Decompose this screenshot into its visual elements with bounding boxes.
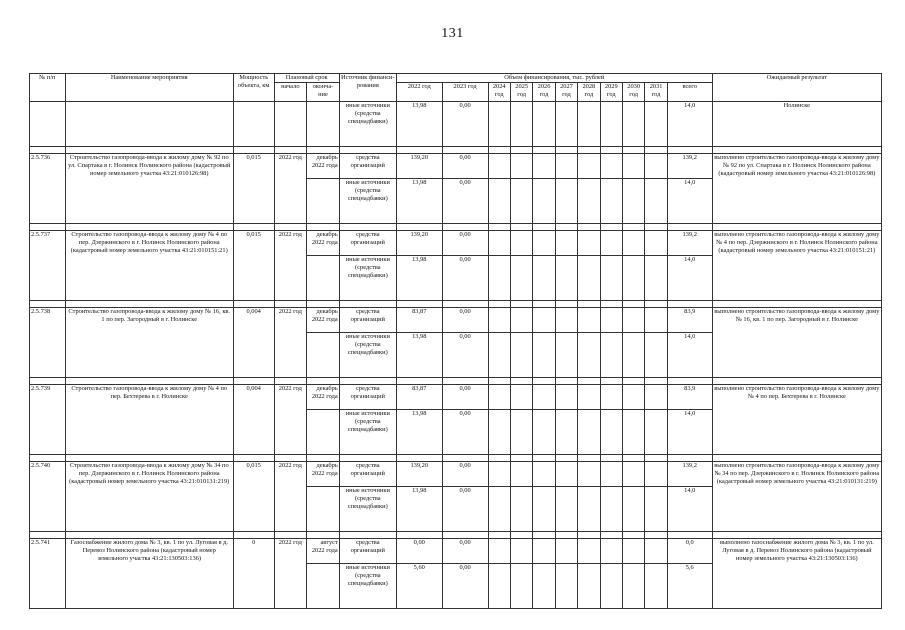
header-year-2026: 2026 год — [533, 83, 555, 102]
table-row — [30, 231, 882, 256]
event-name: Строительство газопровода-ввода к жилому дому № 4 по пер. Дзержинского в г. Нолинск Нолинского района (кадастровый номер земельного участка 43:21:010151:21) — [65, 231, 233, 301]
value-total: 14,0 — [667, 333, 712, 378]
value-2023: 0,00 — [442, 539, 488, 564]
value-total: 139,2 — [667, 231, 712, 256]
value-2022: 13,98 — [396, 179, 442, 224]
start-date: 2022 год — [274, 385, 307, 455]
header-funding: Объем финансирования, тыс. рублей — [396, 74, 712, 83]
header-name: Наименование мероприятия — [65, 74, 233, 102]
source-cell: средства организаций — [339, 462, 396, 487]
value-total: 14,0 — [667, 256, 712, 301]
row-number: 2.5.738 — [30, 308, 66, 378]
header-year-2024: 2024 год — [488, 83, 510, 102]
value-2022: 13,98 — [396, 333, 442, 378]
source-cell: средства организаций — [339, 539, 396, 564]
end-date: декабрь 2022 года — [307, 462, 340, 487]
table-row-continued — [30, 102, 882, 147]
table-row — [30, 154, 882, 179]
start-date: 2022 год — [274, 154, 307, 224]
header-year-2022: 2022 год — [396, 83, 442, 102]
table-row — [30, 462, 882, 487]
power-value: 0,015 — [233, 154, 274, 224]
value-total: 14,0 — [667, 410, 712, 455]
start-date: 2022 год — [274, 539, 307, 609]
value-total: 139,2 — [667, 462, 712, 487]
value-2022: 13,98 — [396, 487, 442, 532]
header-year-2028: 2028 год — [578, 83, 600, 102]
value-2023: 0,00 — [442, 385, 488, 410]
power-value: 0,015 — [233, 231, 274, 301]
source-cell: иные источники (средства спецнадбавки) — [339, 564, 396, 609]
value-2022: 13,98 — [396, 410, 442, 455]
header-year-2029: 2029 год — [600, 83, 622, 102]
source-cell: иные источники (средства спецнадбавки) — [339, 487, 396, 532]
result-cell: Нолинске — [712, 102, 881, 147]
table-header — [30, 74, 882, 102]
row-gap — [30, 147, 882, 154]
value-2022: 139,20 — [396, 231, 442, 256]
result-cell: выполнено строительство газопровода-ввода к жилому дому № 16, кв. 1 по пер. Загородный в г. Нолинске — [712, 308, 881, 378]
header-year-2027: 2027 год — [555, 83, 577, 102]
event-name: Строительство газопровода-ввода к жилому дому № 16, кв. 1 по пер. Загородный в г. Нолинске — [65, 308, 233, 378]
result-cell: выполнено газоснабжение жилого дома № 3, кв. 1 по ул. Луговая в д. Перевоз Нолинского района (кадастровый номер земельного участка 43:21:130503:136) — [712, 539, 881, 609]
value-2022: 0,00 — [396, 539, 442, 564]
end-date: август 2022 года — [307, 539, 340, 564]
row-gap — [30, 378, 882, 385]
source-cell: средства организаций — [339, 385, 396, 410]
header-result: Ожидаемый результат — [712, 74, 881, 102]
end-date: декабрь 2022 года — [307, 308, 340, 333]
header-period: Плановый срок — [274, 74, 339, 83]
row-gap — [30, 455, 882, 462]
row-number: 2.5.737 — [30, 231, 66, 301]
row-gap — [30, 532, 882, 539]
value-2023: 0,00 — [442, 308, 488, 333]
source-cell: средства организаций — [339, 154, 396, 179]
value-2022: 139,20 — [396, 154, 442, 179]
source-cell: иные источники (средства спецнадбавки) — [339, 410, 396, 455]
header-year-2023: 2023 год — [442, 83, 488, 102]
power-value: 0 — [233, 539, 274, 609]
header-num: № п/п — [30, 74, 66, 102]
event-name: Газоснабжение жилого дома № 3, кв. 1 по ул. Луговая в д. Перевоз Нолинского района (кадастровый номер земельного участка 43:21:130503:136) — [65, 539, 233, 609]
value-total: 14,0 — [667, 487, 712, 532]
table-row — [30, 539, 882, 564]
value-2023: 0,00 — [442, 333, 488, 378]
event-name: Строительство газопровода-ввода к жилому дому № 34 по пер. Дзержинского в г. Нолинск Нолинского района (кадастровый номер земельного участка 43:21:010131:219) — [65, 462, 233, 532]
row-number: 2.5.740 — [30, 462, 66, 532]
result-cell: выполнено строительство газопровода-ввода к жилому дому № 92 по ул. Спартака в г. Нолинск Нолинского района (кадастровый номер земельного участка 43:21:010126:98) — [712, 154, 881, 224]
power-value: 0,004 — [233, 385, 274, 455]
start-date: 2022 год — [274, 462, 307, 532]
value-2022: 13,98 — [396, 256, 442, 301]
header-total: всего — [667, 83, 712, 102]
header-start: начало — [274, 83, 307, 102]
header-power: Мощность объекта, км — [233, 74, 274, 102]
value-2022: 13,98 — [396, 102, 442, 147]
table-row — [30, 385, 882, 410]
event-name: Строительство газопровода-ввода к жилому дому № 4 по пер. Бехтерева в г. Нолинске — [65, 385, 233, 455]
value-2023: 0,00 — [442, 564, 488, 609]
value-total: 14,0 — [667, 179, 712, 224]
value-2023: 0,00 — [442, 154, 488, 179]
source-cell: средства организаций — [339, 231, 396, 256]
power-value: 0,015 — [233, 462, 274, 532]
table-body — [30, 102, 882, 609]
header-year-2025: 2025 год — [510, 83, 532, 102]
header-year-2031: 2031 год — [645, 83, 667, 102]
end-date: декабрь 2022 года — [307, 154, 340, 179]
row-number: 2.5.736 — [30, 154, 66, 224]
end-date: декабрь 2022 года — [307, 231, 340, 256]
value-total: 83,9 — [667, 385, 712, 410]
row-gap — [30, 301, 882, 308]
value-total: 139,2 — [667, 154, 712, 179]
value-2023: 0,00 — [442, 179, 488, 224]
page-number: 131 — [441, 26, 464, 41]
source-cell: иные источники (средства спецнадбавки) — [339, 256, 396, 301]
source-cell: иные источники (средства спецнадбавки) — [339, 102, 396, 147]
header-end: оконча-ние — [307, 83, 340, 102]
value-2023: 0,00 — [442, 102, 488, 147]
source-cell: иные источники (средства спецнадбавки) — [339, 179, 396, 224]
header-source: Источник финанси-рования — [339, 74, 396, 102]
start-date: 2022 год — [274, 308, 307, 378]
value-2022: 83,87 — [396, 385, 442, 410]
value-2023: 0,00 — [442, 256, 488, 301]
value-2023: 0,00 — [442, 231, 488, 256]
table-row — [30, 308, 882, 333]
value-2022: 5,60 — [396, 564, 442, 609]
value-2023: 0,00 — [442, 462, 488, 487]
value-total: 0,0 — [667, 539, 712, 564]
value-2023: 0,00 — [442, 410, 488, 455]
value-2022: 139,20 — [396, 462, 442, 487]
start-date: 2022 год — [274, 231, 307, 301]
value-2023: 0,00 — [442, 487, 488, 532]
event-name: Строительство газопровода-ввода к жилому дому № 92 по ул. Спартака в г. Нолинск Нолинского района (кадастровый номер земельного участка 43:21:010126:98) — [65, 154, 233, 224]
power-value: 0,004 — [233, 308, 274, 378]
result-cell: выполнено строительство газопровода-ввода к жилому дому № 34 по пер. Дзержинского в г. Нолинск Нолинского района (кадастровый номер земельного участка 43:21:010131:219) — [712, 462, 881, 532]
source-cell: средства организаций — [339, 308, 396, 333]
row-gap — [30, 224, 882, 231]
end-date: декабрь 2022 года — [307, 385, 340, 410]
value-total: 14,0 — [667, 102, 712, 147]
value-total: 5,6 — [667, 564, 712, 609]
source-cell: иные источники (средства спецнадбавки) — [339, 333, 396, 378]
value-2022: 83,87 — [396, 308, 442, 333]
row-number: 2.5.741 — [30, 539, 66, 609]
value-total: 83,9 — [667, 308, 712, 333]
financing-table — [29, 73, 882, 609]
header-year-2030: 2030 год — [622, 83, 644, 102]
result-cell: выполнено строительство газопровода-ввода к жилому дому № 4 по пер. Дзержинского в г. Нолинск Нолинского района (кадастровый номер земельного участка 43:21:010151:21) — [712, 231, 881, 301]
result-cell: выполнено строительство газопровода-ввода к жилому дому № 4 по пер. Бехтерева в г. Нолинске — [712, 385, 881, 455]
row-number: 2.5.739 — [30, 385, 66, 455]
